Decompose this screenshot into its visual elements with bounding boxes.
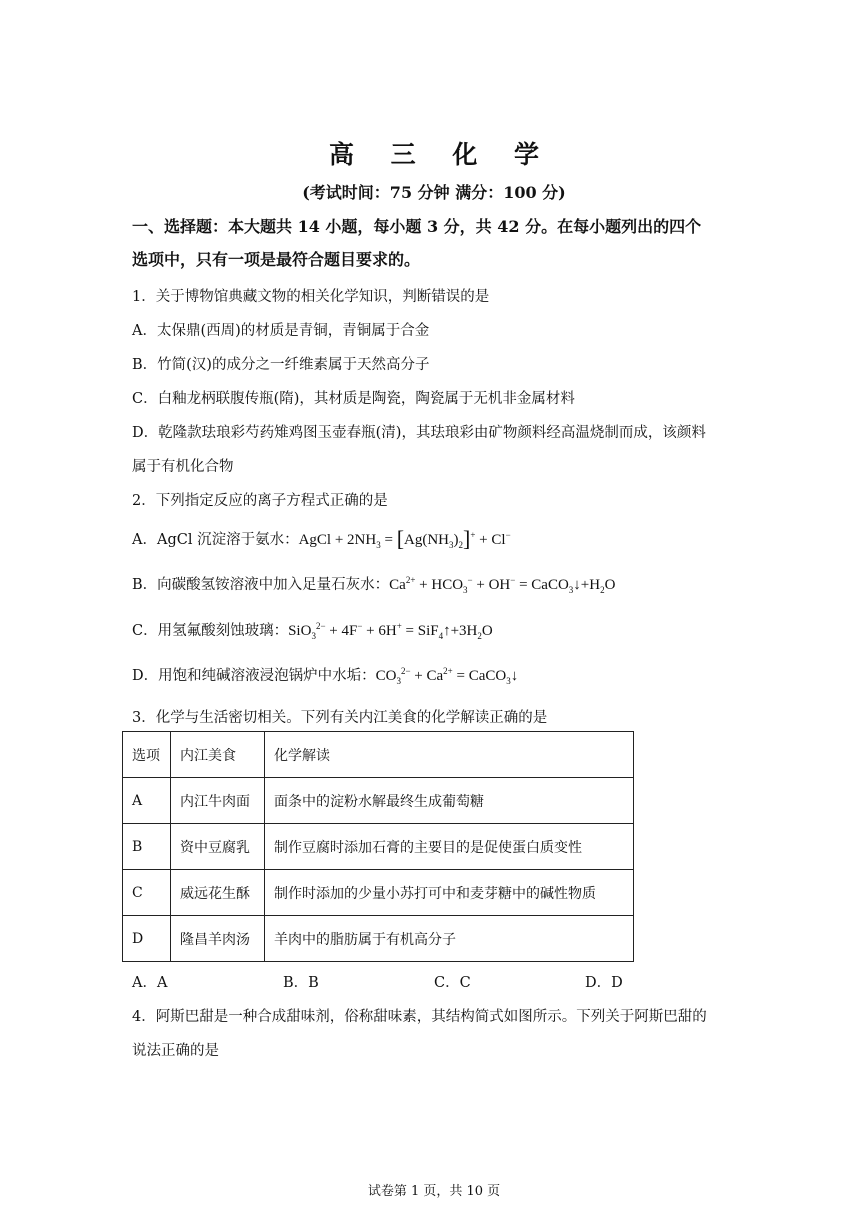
table-cell: 威远花生酥 [171, 870, 265, 916]
table-header-cell: 选项 [123, 732, 171, 778]
q4-stem-line1: 4．阿斯巴甜是一种合成甜味剂，俗称甜味素，其结构简式如图所示。下列关于阿斯巴甜的 [132, 1009, 707, 1025]
q2-option-c-equation: $SiO_3^{2-} + 4F^- + 6H^+ = SiF_4↑+3H_2O$ [288, 621, 493, 641]
table-cell: A [123, 778, 171, 824]
q1-option-b: B．竹简(汉)的成分之一纤维素属于天然高分子 [132, 357, 430, 373]
table-cell: 制作豆腐时添加石膏的主要目的是促使蛋白质变性 [265, 824, 634, 870]
table-cell: C [123, 870, 171, 916]
q2-option-d [132, 664, 518, 685]
table-header-cell: 化学解读 [265, 732, 634, 778]
q2-option-b-text: B．向碳酸氢铵溶液中加入足量石灰水： [132, 577, 390, 593]
table-row [123, 778, 634, 824]
q2-option-c-text: C．用氢氟酸刻蚀玻璃： [132, 623, 289, 639]
q2-option-b-equation: $Ca^{2+} + HCO_3^- + OH^-$ = $CaCO_3↓+H_2O$ [389, 575, 616, 595]
exam-title: 高 三 化 学 [328, 140, 554, 169]
table-cell: 内江牛肉面 [171, 778, 265, 824]
table-header-row [123, 732, 634, 778]
table-cell: D [123, 916, 171, 962]
q2-option-b [132, 573, 615, 594]
table-header-cell: 内江美食 [171, 732, 265, 778]
table-row [123, 916, 634, 962]
table-row [123, 870, 634, 916]
exam-info: (考试时间：75 分钟 满分：100 分) [302, 183, 566, 202]
q4-stem-line2: 说法正确的是 [132, 1043, 219, 1059]
section-instructions-line1: 一、选择题：本大题共 14 小题，每小题 3 分，共 42 分。在每小题列出的四个 [132, 217, 702, 236]
q2-option-a-equation: AgCl + $2NH_3 = [Ag(NH_3)_2]^+ + Cl^-$ [298, 526, 511, 551]
table-cell: B [123, 824, 171, 870]
table-cell: 隆昌羊肉汤 [171, 916, 265, 962]
q2-option-d-equation: $CO_3^{2-} + Ca^{2+}$ = CaCO$_3$↓ [375, 666, 519, 686]
table-cell: 资中豆腐乳 [171, 824, 265, 870]
q1-stem: 1．关于博物馆典藏文物的相关化学知识，判断错误的是 [132, 289, 490, 305]
section-instructions-line2: 选项中，只有一项是最符合题目要求的。 [132, 250, 421, 269]
q1-option-c: C．白釉龙柄联腹传瓶(隋)，其材质是陶瓷，陶瓷属于无机非金属材料 [132, 391, 575, 407]
q2-option-d-text: D．用饱和纯碱溶液浸泡锅炉中水垢： [132, 668, 376, 684]
q1-option-d-line2: 属于有机化合物 [132, 459, 234, 475]
q2-option-a-text: A．AgCl 沉淀溶于氨水： [132, 532, 299, 548]
q3-option-a: A．A [132, 975, 168, 991]
q3-option-d: D．D [585, 975, 623, 991]
q2-option-a [132, 526, 511, 552]
q1-option-a: A．太保鼎(西周)的材质是青铜，青铜属于合金 [132, 323, 430, 339]
q3-table [122, 731, 634, 962]
q2-stem: 2．下列指定反应的离子方程式正确的是 [132, 493, 388, 509]
q2-option-c [132, 619, 493, 640]
table-row [123, 824, 634, 870]
q1-option-d-line1: D．乾隆款珐琅彩芍药雉鸡图玉壶春瓶(清)，其珐琅彩由矿物颜料经高温烧制而成，该颜料 [132, 425, 706, 441]
q3-stem: 3．化学与生活密切相关。下列有关内江美食的化学解读正确的是 [132, 710, 548, 726]
q3-option-b: B．B [283, 975, 319, 991]
page-footer: 试卷第 1 页，共 10 页 [367, 1184, 501, 1199]
table-cell: 制作时添加的少量小苏打可中和麦芽糖中的碱性物质 [265, 870, 634, 916]
q3-option-c: C．C [434, 975, 471, 991]
table-cell: 面条中的淀粉水解最终生成葡萄糖 [265, 778, 634, 824]
table-cell: 羊肉中的脂肪属于有机高分子 [265, 916, 634, 962]
